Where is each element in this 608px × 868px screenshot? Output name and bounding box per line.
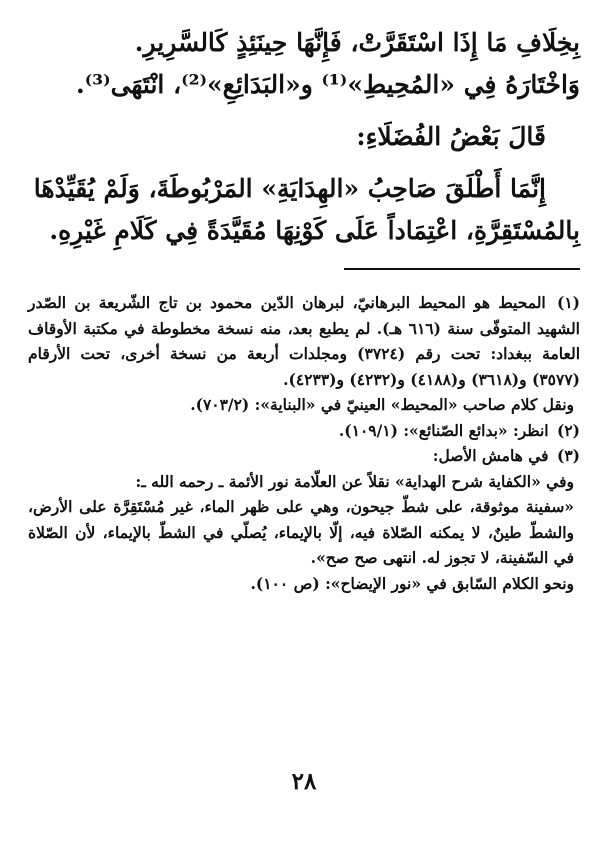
main-line-1: بِخِلَافِ مَا إِذَا اسْتَقَرَّتْ، فَإِنَّهَا حِينَئِذٍ كَالسَّرِيرِ.	[134, 28, 580, 57]
footnote-3	[28, 443, 580, 469]
main-text	[28, 22, 580, 252]
footnote-1-extra: ونقل كلام صاحب «المحيط» العينيّ في «البناية»: (٧٠٣/٢).	[190, 395, 574, 414]
footnote-1	[28, 290, 580, 392]
footnote-text: في هامش الأصل:	[432, 446, 549, 465]
page-number: ٢٨	[291, 768, 317, 795]
footnote-2	[28, 418, 580, 444]
main-line-2: وَاخْتَارَهُ فِي «المُحِيطِ»⁽¹⁾ و«البَدَائِعِ»⁽²⁾، انْتَهَى⁽³⁾.	[76, 70, 580, 99]
footnote-3-paragraph-2: «سفينة موثوقة، على شطّ جيحون، وهي على ظهر الماء، غير مُسْتَقِرَّة على الأرض، والشطّ طينٌ، لا يمكنه الصّلاة فيه، إلّا بالإيماء، يُصلّي في الشطّ بالإيماء، لأن الصّلاة في السّفينة، لا تجوز له. انتهى صح صح».	[28, 497, 574, 567]
main-line-4: إِنَّمَا أَطْلَقَ صَاحِبُ «الهِدَايَةِ» المَرْبُوطَةَ، وَلَمْ يُقَيِّدْهَا	[33, 174, 546, 203]
footnote-3-paragraph-1: وفي «الكفاية شرح الهداية» نقلاً عن العلّامة نور الأئمة ـ رحمه الله ـ:	[135, 471, 574, 491]
footnote-3-paragraph-3: ونحو الكلام السّابق في «نور الإيضاح»: (ص ١٠٠).	[250, 573, 574, 593]
paragraph-gap	[28, 158, 580, 168]
footnote-number: (٢)	[556, 420, 580, 440]
footnote-divider	[344, 268, 580, 270]
footnote-number: (٣)	[556, 446, 580, 465]
footnote-text: المحيط هو المحيط البرهانيّ، لبرهان الدّين محمود بن تاج الشّريعة بن الصّدر الشهيد المتوفّى سنة (٦١٦ هـ). لم يطبع بعد، منه نسخة مخطوطة في مكتبة الأوقاف العامة ببغداد: تحت رقم (٣٧٢٤) ومجلدات أربعة من نسخة أخرى، تحت الأرقام (٣٥٧٧) و(٣٦١٨) و(٤١٨٨) و(٤٢٣٢) و(٤٢٣٣).	[28, 293, 580, 389]
paragraph-gap	[28, 106, 580, 116]
section-heading: قَالَ بَعْضُ الفُضَلَاءِ:	[356, 122, 546, 151]
footnote-number: (١)	[556, 293, 580, 312]
footnotes	[28, 290, 580, 596]
main-line-5: بِالمُسْتَقِرَّةِ، اعْتِمَاداً عَلَى كَوْنِهَا مُقَيَّدَةً فِي كَلَامِ غَيْرِهِ.	[49, 216, 580, 245]
footnote-text: انظر: «بدائع الصّنائع»: (١٠٩/١).	[338, 420, 549, 440]
